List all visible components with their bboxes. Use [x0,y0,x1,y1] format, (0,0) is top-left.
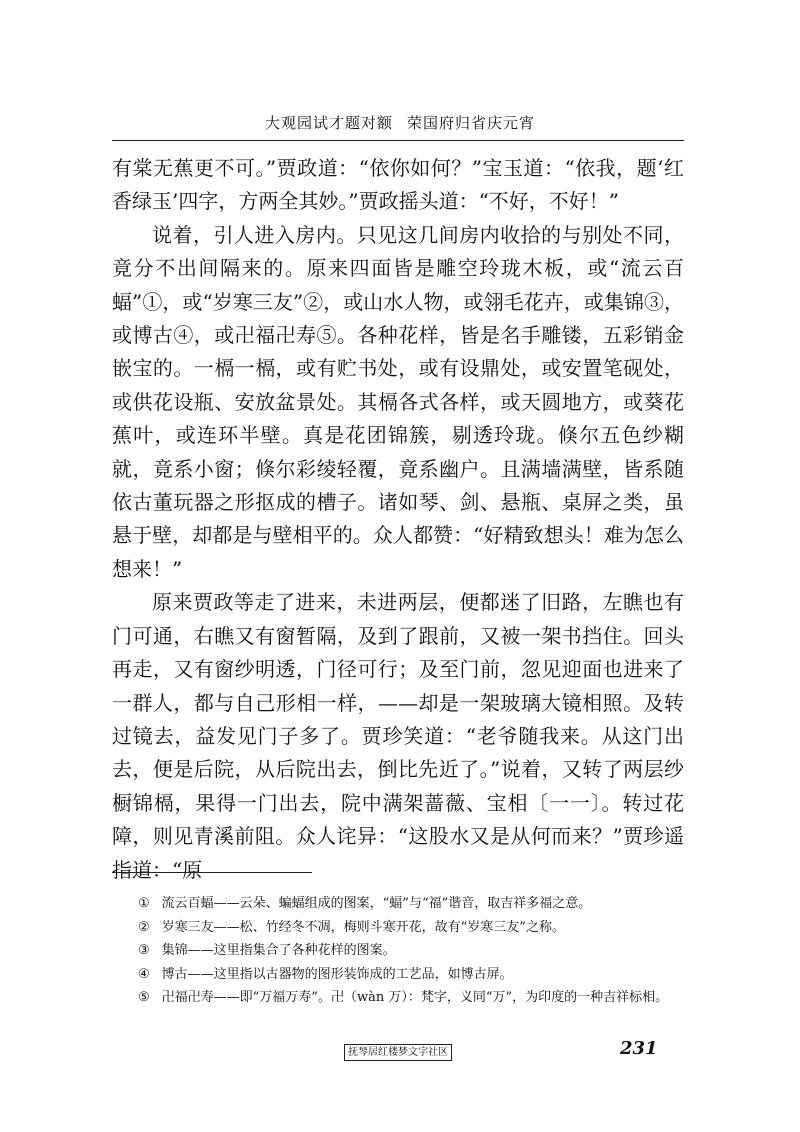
header-divider [112,140,684,141]
footnote-number: ⑤ [138,990,150,1005]
footnote-2 [112,916,684,940]
main-text [112,152,684,887]
paragraph-1: 有棠无蕉更不可。”贾政道：“依你如何？”宝玉道：“依我，题‘红香绿玉’四字，方两全其妙。”贾政摇头道：“不好，不好！” [112,156,684,214]
header-title-left: 大观园试才题对额 [264,114,393,132]
footnotes [112,892,684,1010]
header-title-right: 荣国府归省庆元宵 [407,114,536,132]
footnote-number: ④ [138,966,150,982]
paragraph-3: 原来贾政等走了进来，未进两层，便都迷了旧路，左瞧也有门可通，右瞧又有窗暂隔，及到了跟前，又被一架书挡住。回头再走，又有窗纱明透，门径可行；及至门前，忽见迎面也进来了一群人，都与自己形相一样，——却是一架玻璃大镜相照。及转过镜去，益发见门子多了。贾珍笑道：“老爷随我来。从这门出去，便是后院，从后院出去，倒比先近了。”说着，又转了两层纱橱锦槅，果得一门出去，院中满架蔷薇、宝相〔一一〕。转过花障，则见青溪前阻。众人诧异：“这股水又是从何而来？”贾珍遥指道：“原 [112,590,684,882]
footnote-number: ② [138,919,150,935]
footnote-4 [112,963,684,987]
footnote-number: ① [138,896,150,911]
footnote-5 [112,986,684,1010]
paragraph-2: 说着，引人进入房内。只见这几间房内收拾的与别处不同，竟分不出间隔来的。原来四面皆是雕空玲珑木板，或“流云百蝠”①，或“岁寒三友”②，或山水人物，或翎毛花卉，或集锦③，或博古④，或卍福卍寿⑤。各种花样，皆是名手雕镂，五彩销金嵌宝的。一槅一槅，或有贮书处，或有设鼎处，或安置笔砚处，或供花设瓶、安放盆景处。其槅各式各样，或天圆地方，或葵花蕉叶，或连环半壁。真是花团锦簇，剔透玲珑。倏尔五色纱糊就，竟系小窗；倏尔彩绫轻覆，竟系幽户。且满墙满壁，皆系随依古董玩器之形抠成的槽子。诸如琴、剑、悬瓶、桌屏之类，虽悬于壁，却都是与壁相平的。众人都赞：“好精致想头！难为怎么想来！” [112,222,684,581]
page-number: 231 [620,1038,658,1059]
footnote-number: ③ [138,943,150,958]
footnote-text: 岁寒三友——松、竹经冬不凋，梅则斗寒开花，故有“岁寒三友”之称。 [161,919,565,935]
footnote-3 [112,939,684,963]
footnote-text: 流云百蝠——云朵、蝙蝠组成的图案，“蝠”与“福”谐音，取吉祥多福之意。 [161,896,592,911]
footnote-text: 博古——这里指以古器物的图形装饰成的工艺品，如博古屏。 [161,966,513,982]
footnote-text: 集锦——这里指集合了各种花样的图案。 [161,943,396,958]
running-header [0,112,800,133]
footnote-text: 卍福卍寿——即“万福万寿”。卍（wàn 万）：梵字，义同“万”，为印度的一种吉祥标相。 [161,990,669,1005]
footnote-1 [112,892,684,916]
source-stamp: 抚琴居红楼梦文字社区 [344,1044,452,1061]
footnote-divider [112,872,312,873]
